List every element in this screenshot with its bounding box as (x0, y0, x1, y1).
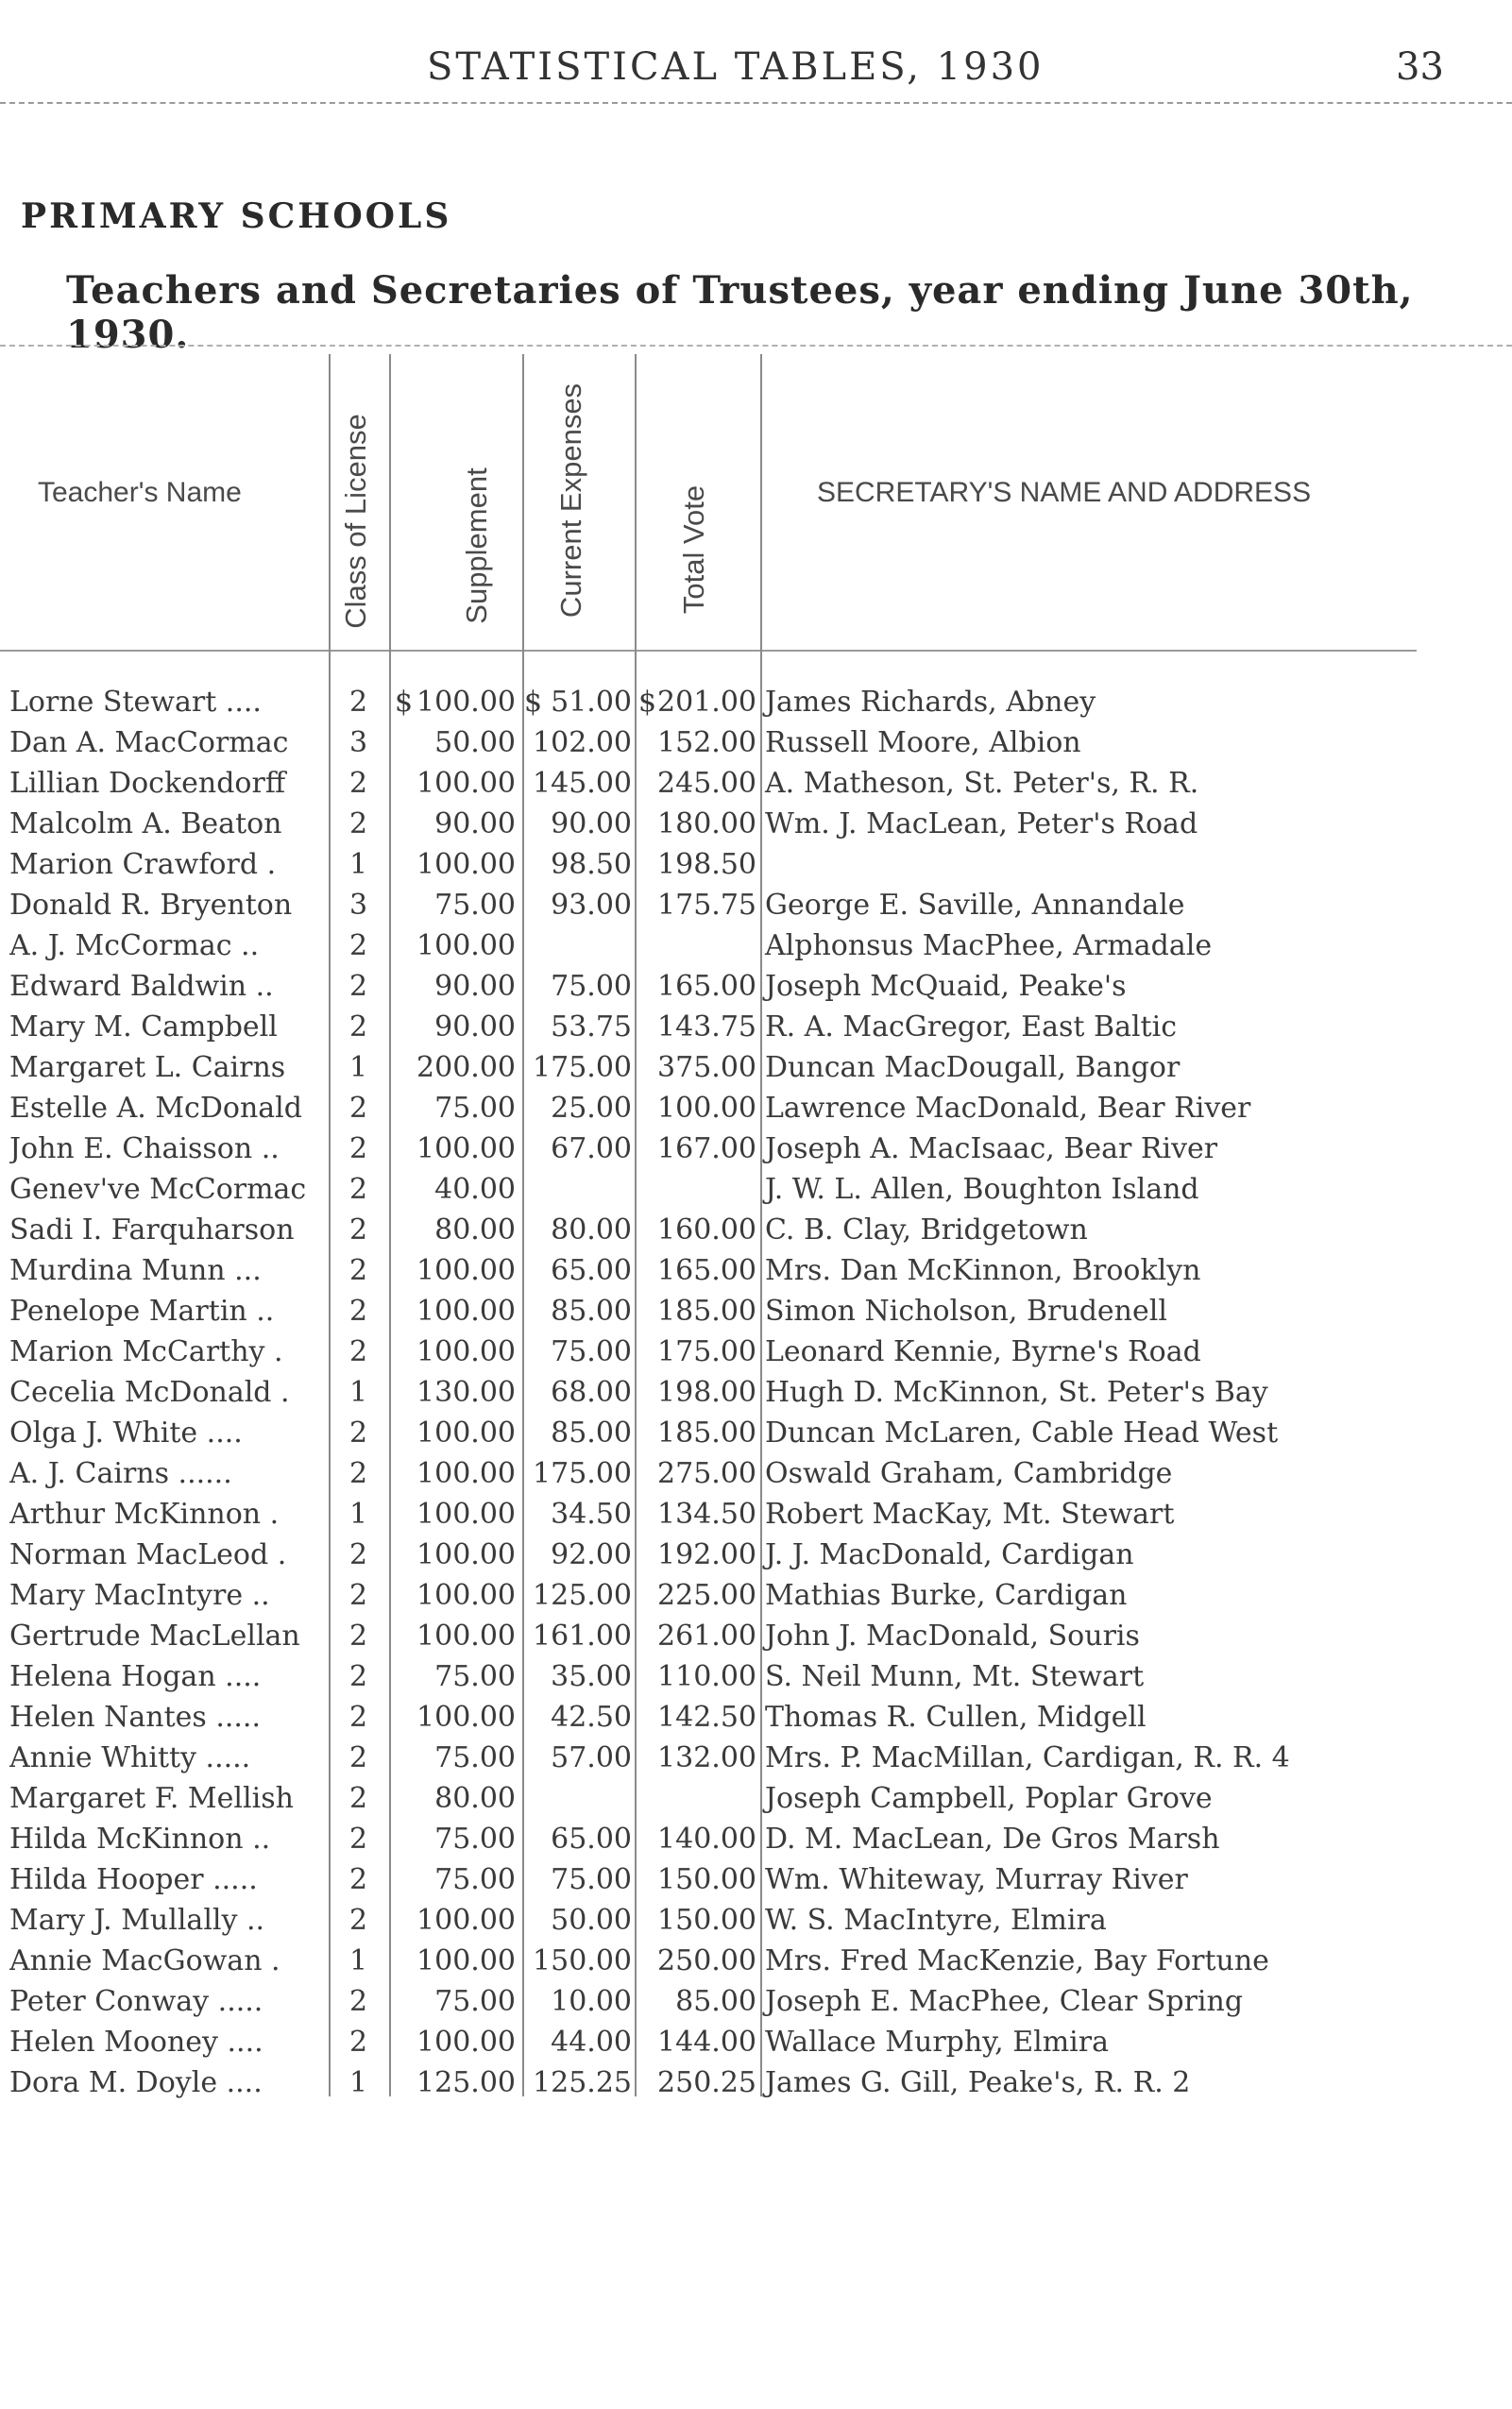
teacher-name: Penelope Martin .. (9, 1295, 275, 1328)
license-class: 1 (349, 1944, 368, 1977)
secretary-name-address: Hugh D. McKinnon, St. Peter's Bay (765, 1376, 1268, 1409)
license-class: 2 (349, 1579, 368, 1612)
teacher-name: A. J. Cairns ...... (9, 1457, 232, 1490)
teacher-name: Mary M. Campbell (9, 1010, 278, 1043)
page-number: 33 (1396, 45, 1444, 89)
supplement-amount: 100.00 (416, 1579, 516, 1612)
supplement-amount: 75.00 (434, 1741, 516, 1774)
license-class: 2 (349, 929, 368, 962)
table-row (0, 1210, 1512, 1250)
total-vote: 144.00 (657, 2026, 756, 2059)
col-header-supplement: Supplement (460, 467, 493, 624)
total-vote: 85.00 (675, 1985, 756, 2018)
total-vote: 142.50 (657, 1701, 756, 1734)
teacher-name: Donald R. Bryenton (9, 889, 293, 922)
total-vote: 134.50 (657, 1498, 756, 1531)
secretary-name-address: James Richards, Abney (765, 686, 1096, 719)
supplement-amount: 100.00 (416, 1904, 516, 1937)
secretary-name-address: Duncan MacDougall, Bangor (765, 1051, 1181, 1084)
expenses-amount: 85.00 (551, 1417, 632, 1450)
teacher-name: Genev've McCormac (9, 1173, 307, 1206)
table-row (0, 1981, 1512, 2022)
total-vote: 132.00 (657, 1741, 756, 1774)
expenses-amount: 75.00 (551, 970, 632, 1003)
expenses-amount: 125.25 (533, 2066, 632, 2099)
table-row (0, 1250, 1512, 1291)
total-vote: 150.00 (657, 1904, 756, 1937)
expenses-amount: 34.50 (551, 1498, 632, 1531)
supplement-amount: 100.00 (416, 848, 516, 881)
supplement-amount: 125.00 (416, 2066, 516, 2099)
license-class: 2 (349, 807, 368, 840)
supplement-amount: 100.00 (416, 1944, 516, 1977)
col-header-teacher: Teacher's Name (38, 477, 242, 508)
supplement-amount: 90.00 (434, 807, 516, 840)
table-row (0, 1047, 1512, 1088)
teacher-name: Helena Hogan .... (9, 1660, 262, 1693)
secretary-name-address: Oswald Graham, Cambridge (765, 1457, 1173, 1490)
teacher-name: John E. Chaisson .. (9, 1132, 280, 1165)
supplement-amount: 75.00 (434, 1660, 516, 1693)
secretary-name-address: James G. Gill, Peake's, R. R. 2 (765, 2066, 1191, 2099)
header-bottom-rule (0, 650, 1417, 652)
total-vote: 180.00 (657, 807, 756, 840)
total-vote: 160.00 (657, 1213, 756, 1247)
supplement-amount: 100.00 (416, 1620, 516, 1653)
total-vote: 250.25 (657, 2066, 756, 2099)
table-row (0, 1291, 1512, 1332)
license-class: 2 (349, 2026, 368, 2059)
section-title: PRIMARY SCHOOLS (21, 196, 452, 236)
supplement-amount: 100.00 (416, 2026, 516, 2059)
table-row (0, 1616, 1512, 1656)
teacher-table (0, 682, 1512, 2103)
teacher-name: Hilda McKinnon .. (9, 1823, 271, 1856)
table-row (0, 1494, 1512, 1535)
teacher-name: Lillian Dockendorff (9, 767, 286, 800)
license-class: 2 (349, 1417, 368, 1450)
supplement-amount: 100.00 (416, 1295, 516, 1328)
supplement-amount: 100.00 (416, 1335, 516, 1368)
supplement-amount: 90.00 (434, 1010, 516, 1043)
supplement-amount: 100.00 (416, 1417, 516, 1450)
secretary-name-address: D. M. MacLean, De Gros Marsh (765, 1823, 1220, 1856)
table-row (0, 1169, 1512, 1210)
expenses-amount: 67.00 (551, 1132, 632, 1165)
expenses-amount: 85.00 (551, 1295, 632, 1328)
secretary-name-address: Lawrence MacDonald, Bear River (765, 1092, 1251, 1125)
total-vote: 185.00 (657, 1295, 756, 1328)
expenses-amount: 44.00 (551, 2026, 632, 2059)
table-row (0, 1575, 1512, 1616)
total-vote: 198.00 (657, 1376, 756, 1409)
table-row (0, 966, 1512, 1007)
supplement-amount: 100.00 (416, 929, 516, 962)
license-class: 2 (349, 1660, 368, 1693)
teacher-name: Malcolm A. Beaton (9, 807, 282, 840)
license-class: 2 (349, 1741, 368, 1774)
secretary-name-address: S. Neil Munn, Mt. Stewart (765, 1660, 1145, 1693)
secretary-name-address: Joseph Campbell, Poplar Grove (765, 1782, 1213, 1815)
teacher-name: Edward Baldwin .. (9, 970, 274, 1003)
license-class: 1 (349, 1051, 368, 1084)
table-row (0, 1453, 1512, 1494)
table-row (0, 2062, 1512, 2103)
license-class: 1 (349, 2066, 368, 2099)
teacher-name: Helen Mooney .... (9, 2026, 263, 2059)
teacher-name: Margaret L. Cairns (9, 1051, 286, 1084)
secretary-name-address: A. Matheson, St. Peter's, R. R. (765, 767, 1199, 800)
supplement-amount: 90.00 (434, 970, 516, 1003)
secretary-name-address: Joseph A. MacIsaac, Bear River (765, 1132, 1218, 1165)
license-class: 2 (349, 767, 368, 800)
teacher-name: Gertrude MacLellan (9, 1620, 300, 1653)
table-row (0, 1656, 1512, 1697)
table-row (0, 1900, 1512, 1941)
supplement-amount: 100.00 (416, 1132, 516, 1165)
total-vote: 192.00 (657, 1538, 756, 1571)
expenses-amount: 10.00 (551, 1985, 632, 2018)
teacher-name: Hilda Hooper ..... (9, 1863, 258, 1896)
expenses-amount: 150.00 (533, 1944, 632, 1977)
total-vote: 143.75 (657, 1010, 756, 1043)
total-vote: 250.00 (657, 1944, 756, 1977)
supplement-amount: 100.00 (416, 1498, 516, 1531)
table-row (0, 1859, 1512, 1900)
total-vote: 165.00 (657, 970, 756, 1003)
secretary-name-address: Mrs. Dan McKinnon, Brooklyn (765, 1254, 1201, 1287)
expenses-amount: 161.00 (533, 1620, 632, 1653)
license-class: 2 (349, 1213, 368, 1247)
table-row (0, 1372, 1512, 1413)
secretary-name-address: Alphonsus MacPhee, Armadale (765, 929, 1213, 962)
table-row (0, 763, 1512, 804)
teacher-name: Mary J. Mullally .. (9, 1904, 265, 1937)
secretary-name-address: Wm. J. MacLean, Peter's Road (765, 807, 1198, 840)
teacher-name: Sadi I. Farquharson (9, 1213, 295, 1247)
license-class: 2 (349, 970, 368, 1003)
supplement-amount: 75.00 (434, 889, 516, 922)
expenses-amount: 75.00 (551, 1863, 632, 1896)
license-class: 2 (349, 1092, 368, 1125)
license-class: 3 (349, 726, 368, 759)
total-vote: 167.00 (657, 1132, 756, 1165)
supplement-amount: 200.00 (416, 1051, 516, 1084)
secretary-name-address: Mrs. P. MacMillan, Cardigan, R. R. 4 (765, 1741, 1290, 1774)
supplement-amount: 100.00 (416, 1701, 516, 1734)
supplement-amount: 100.00 (416, 686, 516, 719)
expenses-amount: 25.00 (551, 1092, 632, 1125)
supplement-amount: 75.00 (434, 1985, 516, 2018)
secretary-name-address: J. J. MacDonald, Cardigan (765, 1538, 1134, 1571)
table-row (0, 1738, 1512, 1778)
running-title: STATISTICAL TABLES, 1930 (427, 45, 1045, 89)
total-vote: 175.00 (657, 1335, 756, 1368)
secretary-name-address: C. B. Clay, Bridgetown (765, 1213, 1088, 1247)
expenses-amount: 80.00 (551, 1213, 632, 1247)
license-class: 2 (349, 686, 368, 719)
teacher-name: Peter Conway ..... (9, 1985, 263, 2018)
teacher-name: Olga J. White .... (9, 1417, 243, 1450)
license-class: 1 (349, 848, 368, 881)
supplement-amount: 75.00 (434, 1863, 516, 1896)
teacher-name: Estelle A. McDonald (9, 1092, 302, 1125)
teacher-name: Marion Crawford . (9, 848, 277, 881)
total-vote: 201.00 (657, 686, 756, 719)
expenses-amount: 35.00 (551, 1660, 632, 1693)
total-vote: 110.00 (657, 1660, 756, 1693)
supplement-amount: 130.00 (416, 1376, 516, 1409)
expenses-amount: 65.00 (551, 1254, 632, 1287)
col-header-secretary: SECRETARY'S NAME AND ADDRESS (817, 477, 1312, 508)
license-class: 2 (349, 1863, 368, 1896)
table-row (0, 1778, 1512, 1819)
total-vote: 198.50 (657, 848, 756, 881)
teacher-name: Annie Whitty ..... (9, 1741, 251, 1774)
teacher-name: Lorne Stewart .... (9, 686, 262, 719)
license-class: 1 (349, 1498, 368, 1531)
teacher-name: Mary MacIntyre .. (9, 1579, 270, 1612)
teacher-name: A. J. McCormac .. (9, 929, 260, 962)
license-class: 2 (349, 1457, 368, 1490)
table-row (0, 844, 1512, 885)
secretary-name-address: Thomas R. Cullen, Midgell (765, 1701, 1147, 1734)
license-class: 2 (349, 1904, 368, 1937)
total-vote: 245.00 (657, 767, 756, 800)
secretary-name-address: John J. MacDonald, Souris (765, 1620, 1140, 1653)
table-row (0, 1007, 1512, 1047)
table-row (0, 1941, 1512, 1981)
total-vote: 225.00 (657, 1579, 756, 1612)
col-header-class: Class of License (339, 414, 372, 629)
table-row (0, 682, 1512, 722)
license-class: 2 (349, 1538, 368, 1571)
secretary-name-address: Wallace Murphy, Elmira (765, 2026, 1109, 2059)
dollar-sign-vote: $ (638, 686, 657, 719)
teacher-name: Annie MacGowan . (9, 1944, 280, 1977)
total-vote: 100.00 (657, 1092, 756, 1125)
total-vote: 185.00 (657, 1417, 756, 1450)
supplement-amount: 100.00 (416, 767, 516, 800)
expenses-amount: 93.00 (551, 889, 632, 922)
expenses-amount: 175.00 (533, 1051, 632, 1084)
license-class: 2 (349, 1620, 368, 1653)
total-vote: 165.00 (657, 1254, 756, 1287)
supplement-amount: 100.00 (416, 1538, 516, 1571)
expenses-amount: 57.00 (551, 1741, 632, 1774)
license-class: 2 (349, 1335, 368, 1368)
supplement-amount: 50.00 (434, 726, 516, 759)
teacher-name: Arthur McKinnon . (9, 1498, 280, 1531)
expenses-amount: 175.00 (533, 1457, 632, 1490)
header-top-rule (0, 345, 1512, 347)
teacher-name: Dora M. Doyle .... (9, 2066, 263, 2099)
expenses-amount: 98.50 (551, 848, 632, 881)
secretary-name-address: Wm. Whiteway, Murray River (765, 1863, 1188, 1896)
teacher-name: Dan A. MacCormac (9, 726, 289, 759)
total-vote: 375.00 (657, 1051, 756, 1084)
supplement-amount: 100.00 (416, 1457, 516, 1490)
license-class: 2 (349, 1823, 368, 1856)
expenses-amount: 102.00 (533, 726, 632, 759)
secretary-name-address: J. W. L. Allen, Boughton Island (765, 1173, 1199, 1206)
table-row (0, 925, 1512, 966)
table-row (0, 1128, 1512, 1169)
secretary-name-address: Duncan McLaren, Cable Head West (765, 1417, 1279, 1450)
col-header-expenses: Current Expenses (554, 382, 587, 619)
table-row (0, 1332, 1512, 1372)
secretary-name-address: W. S. MacIntyre, Elmira (765, 1904, 1107, 1937)
supplement-amount: 75.00 (434, 1092, 516, 1125)
total-vote: 140.00 (657, 1823, 756, 1856)
secretary-name-address: George E. Saville, Annandale (765, 889, 1185, 922)
table-row (0, 1819, 1512, 1859)
license-class: 2 (349, 1254, 368, 1287)
teacher-name: Norman MacLeod . (9, 1538, 287, 1571)
teacher-name: Marion McCarthy . (9, 1335, 283, 1368)
col-header-vote: Total Vote (677, 484, 710, 615)
secretary-name-address: Joseph E. MacPhee, Clear Spring (765, 1985, 1244, 2018)
table-subtitle: Teachers and Secretaries of Trustees, year ending June 30th, 1930. (66, 268, 1414, 357)
secretary-name-address: Leonard Kennie, Byrne's Road (765, 1335, 1201, 1368)
secretary-name-address: Mrs. Fred MacKenzie, Bay Fortune (765, 1944, 1269, 1977)
expenses-amount: 92.00 (551, 1538, 632, 1571)
table-row (0, 2022, 1512, 2062)
secretary-name-address: R. A. MacGregor, East Baltic (765, 1010, 1177, 1043)
license-class: 2 (349, 1295, 368, 1328)
secretary-name-address: Mathias Burke, Cardigan (765, 1579, 1128, 1612)
license-class: 3 (349, 889, 368, 922)
supplement-amount: 75.00 (434, 1823, 516, 1856)
expenses-amount: 50.00 (551, 1904, 632, 1937)
license-class: 2 (349, 1985, 368, 2018)
total-vote: 175.75 (657, 889, 756, 922)
teacher-name: Murdina Munn ... (9, 1254, 262, 1287)
total-vote: 152.00 (657, 726, 756, 759)
expenses-amount: 65.00 (551, 1823, 632, 1856)
supplement-amount: 40.00 (434, 1173, 516, 1206)
secretary-name-address: Simon Nicholson, Brudenell (765, 1295, 1167, 1328)
dollar-sign-supplement: $ (395, 686, 414, 719)
secretary-name-address: Russell Moore, Albion (765, 726, 1081, 759)
total-vote: 275.00 (657, 1457, 756, 1490)
supplement-amount: 80.00 (434, 1213, 516, 1247)
secretary-name-address: Joseph McQuaid, Peake's (765, 970, 1127, 1003)
expenses-amount: 145.00 (533, 767, 632, 800)
dollar-sign-expenses: $ (524, 686, 543, 719)
expenses-amount: 42.50 (551, 1701, 632, 1734)
table-row (0, 1088, 1512, 1128)
teacher-name: Helen Nantes ..... (9, 1701, 262, 1734)
table-row (0, 804, 1512, 844)
total-vote: 261.00 (657, 1620, 756, 1653)
license-class: 2 (349, 1782, 368, 1815)
license-class: 2 (349, 1132, 368, 1165)
expenses-amount: 75.00 (551, 1335, 632, 1368)
expenses-amount: 90.00 (551, 807, 632, 840)
teacher-name: Cecelia McDonald . (9, 1376, 290, 1409)
expenses-amount: 53.75 (551, 1010, 632, 1043)
running-header (0, 45, 1512, 104)
supplement-amount: 80.00 (434, 1782, 516, 1815)
supplement-amount: 100.00 (416, 1254, 516, 1287)
license-class: 2 (349, 1173, 368, 1206)
teacher-name: Margaret F. Mellish (9, 1782, 294, 1815)
expenses-amount: 51.00 (551, 686, 632, 719)
table-row (0, 722, 1512, 763)
table-row (0, 1697, 1512, 1738)
license-class: 2 (349, 1010, 368, 1043)
table-row (0, 885, 1512, 925)
expenses-amount: 125.00 (533, 1579, 632, 1612)
table-row (0, 1535, 1512, 1575)
secretary-name-address: Robert MacKay, Mt. Stewart (765, 1498, 1175, 1531)
license-class: 1 (349, 1376, 368, 1409)
total-vote: 150.00 (657, 1863, 756, 1896)
license-class: 2 (349, 1701, 368, 1734)
table-row (0, 1413, 1512, 1453)
expenses-amount: 68.00 (551, 1376, 632, 1409)
